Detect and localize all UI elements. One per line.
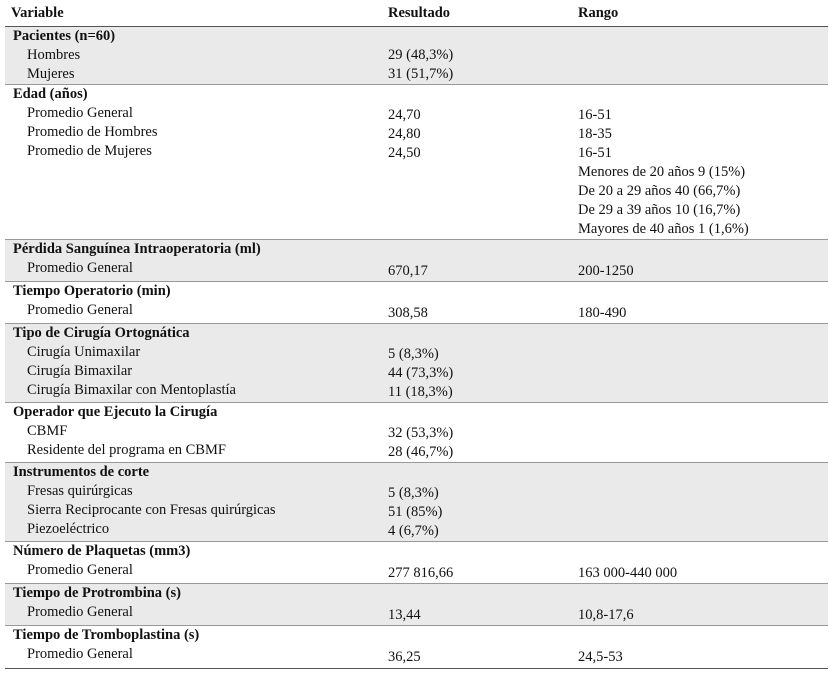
resultado-value: 11 (18,3%): [388, 384, 453, 400]
resultado-value: 24,80: [388, 126, 421, 142]
resultado-cell: [388, 240, 578, 282]
resultado-cell: [388, 463, 578, 542]
variable-cell: [5, 27, 388, 85]
group-perdida: [5, 240, 828, 282]
header-resultado: Resultado: [388, 1, 578, 27]
resultado-value: 24,70: [388, 107, 421, 123]
variable-cell: [5, 542, 388, 584]
group-instrumentos: [5, 463, 828, 542]
rango-cell: [578, 85, 828, 240]
rango-value: 18-35: [578, 126, 612, 142]
variable-cell: [5, 403, 388, 463]
resultado-cell: [388, 542, 578, 584]
group-title: Pacientes (n=60): [13, 28, 116, 44]
row-label: Promedio de Hombres: [27, 124, 158, 140]
rango-age-group: Mayores de 40 años 1 (1,6%): [578, 221, 749, 237]
resultado-value: 308,58: [388, 305, 428, 321]
resultado-value: 13,44: [388, 607, 421, 623]
resultado-cell: [388, 403, 578, 463]
resultado-value: 277 816,66: [388, 565, 454, 581]
group-title: Número de Plaquetas (mm3): [13, 543, 191, 559]
header-variable: Variable: [5, 1, 388, 27]
row-label: Promedio General: [27, 562, 133, 578]
group-plaquetas: [5, 542, 828, 584]
group-tromboplastina: [5, 626, 828, 669]
row-label: Promedio General: [27, 302, 133, 318]
resultado-value: 24,50: [388, 145, 421, 161]
row-label: Mujeres: [27, 66, 75, 82]
rango-age-group: De 29 a 39 años 10 (16,7%): [578, 202, 741, 218]
group-tipo-cirugia: [5, 324, 828, 403]
row-label: Residente del programa en CBMF: [27, 442, 226, 458]
variable-cell: [5, 282, 388, 324]
group-edad: [5, 85, 828, 240]
variable-cell: [5, 584, 388, 626]
group-title: Tipo de Cirugía Ortognática: [13, 325, 190, 341]
group-title: Edad (años): [13, 86, 88, 102]
variable-cell: [5, 463, 388, 542]
row-label: Promedio General: [27, 604, 133, 620]
rango-value: 180-490: [578, 305, 627, 321]
resultado-value: 44 (73,3%): [388, 365, 454, 381]
rango-value: 200-1250: [578, 263, 634, 279]
row-label: Promedio de Mujeres: [27, 143, 152, 159]
variable-cell: [5, 85, 388, 240]
resultado-value: 36,25: [388, 649, 421, 665]
rango-cell: [578, 403, 828, 463]
group-pacientes: [5, 27, 828, 85]
group-operador: [5, 403, 828, 463]
variable-cell: [5, 626, 388, 669]
row-label: CBMF: [27, 423, 68, 439]
resultado-value: 5 (8,3%): [388, 485, 439, 501]
resultado-cell: [388, 324, 578, 403]
rango-cell: [578, 324, 828, 403]
group-protrombina: [5, 584, 828, 626]
group-title: Tiempo de Tromboplastina (s): [13, 627, 200, 643]
header-row: [5, 1, 828, 27]
rango-age-group: De 20 a 29 años 40 (66,7%): [578, 183, 741, 199]
header-rango: Rango: [578, 1, 828, 27]
resultado-value: 51 (85%): [388, 504, 443, 520]
rango-cell: [578, 282, 828, 324]
row-label: Sierra Reciprocante con Fresas quirúrgicas: [27, 502, 276, 518]
resultado-cell: [388, 27, 578, 85]
resultado-cell: [388, 626, 578, 669]
variable-cell: [5, 324, 388, 403]
resultado-cell: [388, 85, 578, 240]
resultado-value: 31 (51,7%): [388, 66, 454, 82]
resultado-value: 28 (46,7%): [388, 444, 454, 460]
row-label: Promedio General: [27, 260, 133, 276]
group-title: Operador que Ejecuto la Cirugía: [13, 404, 218, 420]
rango-value: 163 000-440 000: [578, 565, 678, 581]
resultado-value: 4 (6,7%): [388, 523, 439, 539]
rango-age-group: Menores de 20 años 9 (15%): [578, 164, 746, 180]
row-label: Hombres: [27, 47, 81, 63]
row-label: Promedio General: [27, 646, 133, 662]
row-label: Promedio General: [27, 105, 133, 121]
rango-cell: [578, 626, 828, 669]
row-label: Cirugía Bimaxilar con Mentoplastía: [27, 382, 236, 398]
rango-value: 16-51: [578, 107, 612, 123]
resultado-cell: [388, 584, 578, 626]
results-table: [5, 1, 828, 669]
rango-cell: [578, 584, 828, 626]
variable-cell: [5, 240, 388, 282]
resultado-value: 5 (8,3%): [388, 346, 439, 362]
row-label: Cirugía Bimaxilar: [27, 363, 133, 379]
resultado-value: 670,17: [388, 263, 428, 279]
rango-value: 24,5-53: [578, 649, 623, 665]
resultado-value: 32 (53,3%): [388, 425, 454, 441]
group-title: Instrumentos de corte: [13, 464, 150, 480]
rango-cell: [578, 542, 828, 584]
rango-value: 16-51: [578, 145, 612, 161]
rango-value: 10,8-17,6: [578, 607, 634, 623]
group-title: Pérdida Sanguínea Intraoperatoria (ml): [13, 241, 261, 257]
group-title: Tiempo Operatorio (min): [13, 283, 171, 299]
group-tiempo-operatorio: [5, 282, 828, 324]
group-title: Tiempo de Protrombina (s): [13, 585, 181, 601]
row-label: Cirugía Unimaxilar: [27, 344, 141, 360]
row-label: Piezoeléctrico: [27, 521, 110, 537]
row-label: Fresas quirúrgicas: [27, 483, 133, 499]
rango-cell: [578, 463, 828, 542]
resultado-cell: [388, 282, 578, 324]
resultado-value: 29 (48,3%): [388, 47, 454, 63]
rango-cell: [578, 27, 828, 85]
rango-cell: [578, 240, 828, 282]
